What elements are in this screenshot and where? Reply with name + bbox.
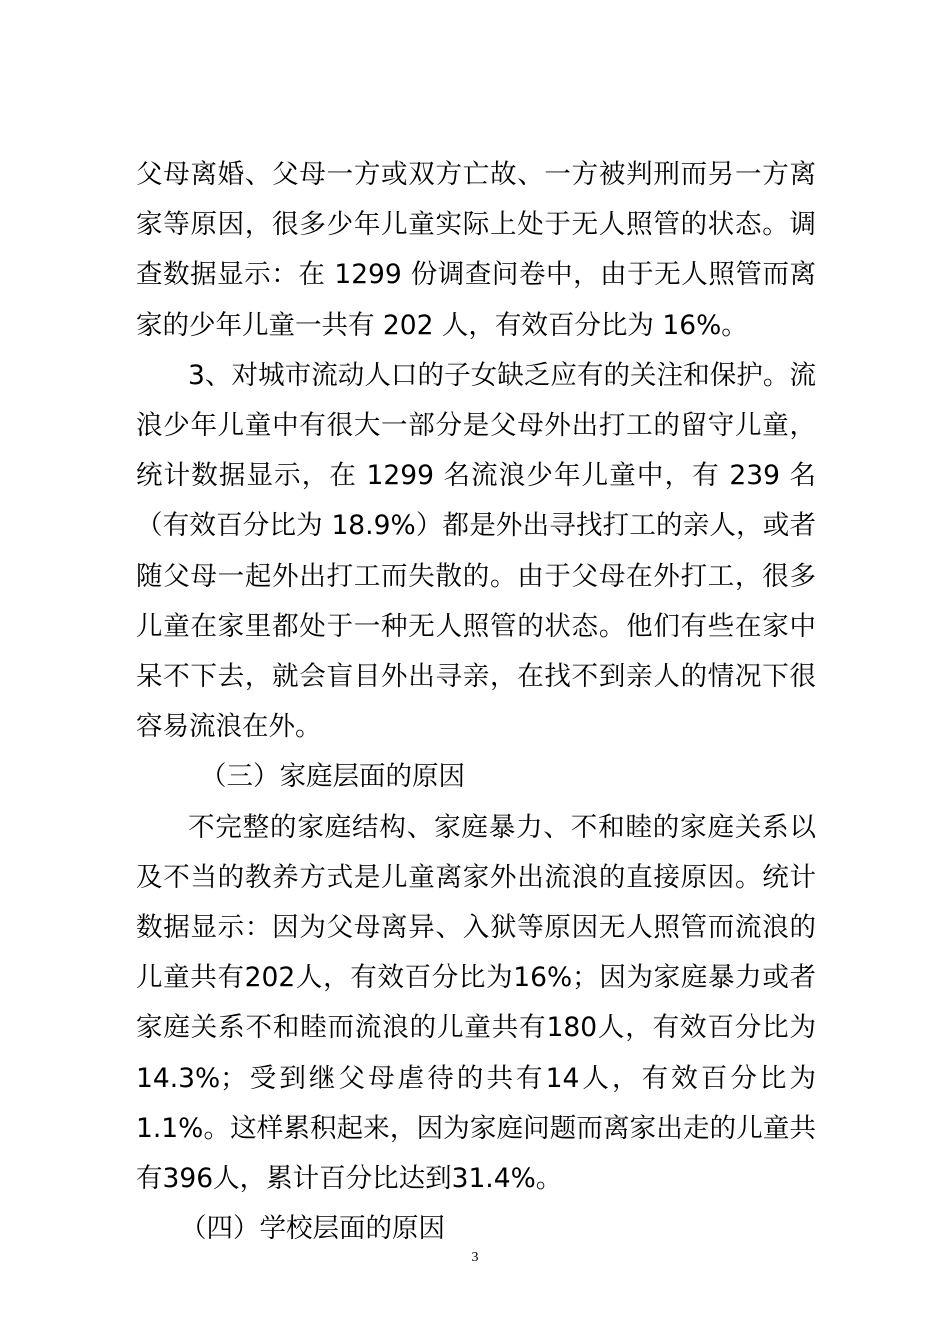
document-body <box>136 150 816 1254</box>
page-number: 3 <box>471 1250 479 1265</box>
paragraph-continued: 父母离婚、父母一方或双方亡故、一方被判刑而另一方离家等原因，很多少年儿童实际上处于无人照管的状态。调查数据显示：在 1299 份调查问卷中，由于无人照管而离家的少年儿童一共有 202 人，有效百分比为 16%。 <box>136 159 816 341</box>
paragraph-point-3: 3、对城市流动人口的子女缺乏应有的关注和保护。流浪少年儿童中有很大一部分是父母外出打工的留守儿童，统计数据显示，在 1299 名流浪少年儿童中，有 239 名（有效百分比为 18.9%）都是外出寻找打工的亲人，或者随父母一起外出打工而失散的。由于父母在外打工，很多儿童在家里都处于一种无人照管的状态。他们有些在家中呆不下去，就会盲目外出寻亲，在找不到亲人的情况下很容易流浪在外。 <box>136 359 816 743</box>
section-heading-family: （三）家庭层面的原因 <box>200 761 465 793</box>
section-heading-school: （四）学校层面的原因 <box>180 1213 445 1245</box>
paragraph-family-reasons: 不完整的家庭结构、家庭暴力、不和睦的家庭关系以及不当的教养方式是儿童离家外出流浪的直接原因。统计数据显示：因为父母离异、入狱等原因无人照管而流浪的儿童共有202人，有效百分比为16%；因为家庭暴力或者家庭关系不和睦而流浪的儿童共有180人，有效百分比为14.3%；受到继父母虐待的共有14人，有效百分比为1.1%。这样累积起来，因为家庭问题而离家出走的儿童共有396人，累计百分比达到31.4%。 <box>136 811 816 1195</box>
